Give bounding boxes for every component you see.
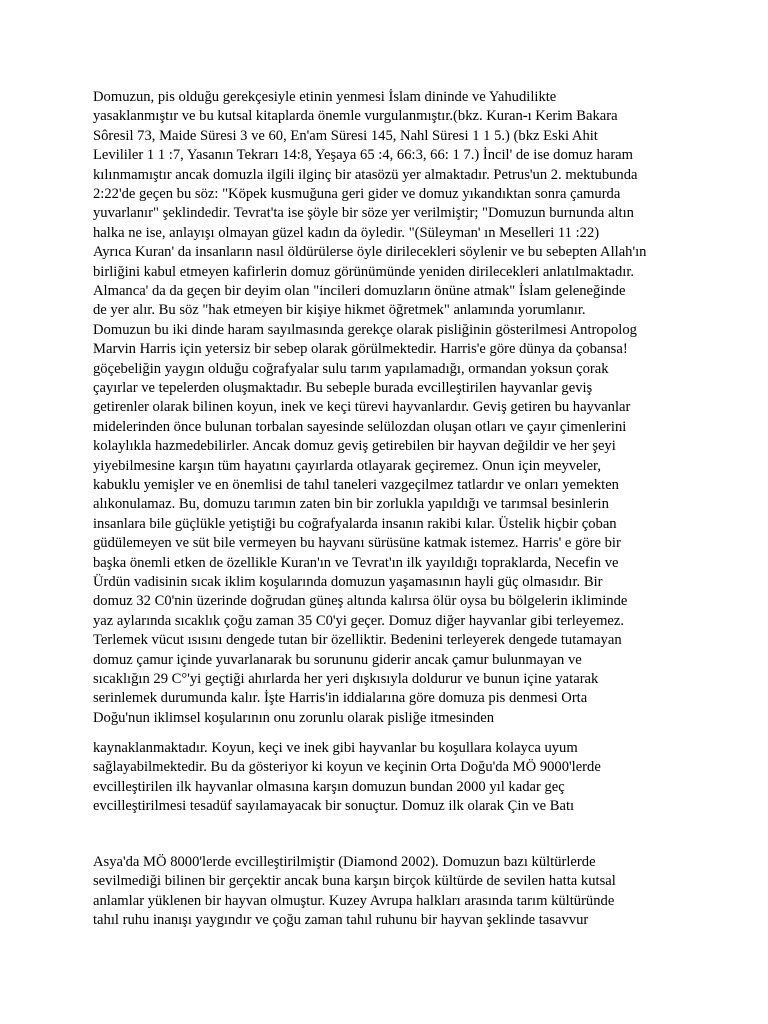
text-line: kılınmamıştır ancak domuzla ilgili ilginç bir atasözü yer almaktadır. Petrus'un 2. mektubunda [93,166,638,183]
text-line: serinlemek durumunda kalır. İşte Harris'in iddialarına göre domuza pis denmesi Orta [93,690,588,707]
text-line: Domuzun bu iki dinde haram sayılmasında gerekçe olarak pisliğinin gösterilmesi Antropolog [93,321,637,338]
text-line: Sôresil 73, Maide Süresi 3 ve 60, En'am Süresi 145, Nahl Süresi 1 1 5.) (bkz Eski Ahit [93,127,598,144]
text-line: güdülemeyen ve süt bile vermeyen bu hayvanı sürüsüne katmak istemez. Harris' e göre bir [93,535,621,552]
text-line: Almanca' da da geçen bir deyim olan "incileri domuzların önüne atmak" İslam geleneğinde [93,283,626,299]
text-line: birliğini kabul etmeyen kafirlerin domuz görünümünde yeniden dirilecekleri anlatılmaktadır. [93,263,635,280]
text-line: domuz çamur içinde yuvarlanarak bu sorununu giderir ancak çamur bulunmayan ve [93,651,582,668]
text-line: göçebeliğin yaygın olduğu coğrafyalar sulu tarım yapılamadığı, ormandan yoksun çorak [93,360,609,377]
text-line: insanlara bile güçlükle yetiştiği bu coğrafyalarda insanın rakibi kılar. Üstelik hiçbir çoban [93,515,617,532]
text-line: yaz aylarında sıcaklık çoğu zaman 35 C0'yi geçer. Domuz diğer hayvanlar gibi terleyemez. [93,612,625,629]
text-line: de yer alır. Bu söz "hak etmeyen bir kişiye hikmet öğretmek" anlamında yorumlanır. [93,302,586,319]
text-line: Domuzun, pis olduğu gerekçesiyle etinin yenmesi İslam dininde ve Yahudilikte [93,89,557,105]
text-line: Marvin Harris için yetersiz bir sebep olarak görülmektedir. Harris'e göre dünya da çobansa! [93,341,628,358]
text-line: Terlemek vücut ısısını dengede tutan bir özelliktir. Bedenini terleyerek dengede tutamayan [93,632,622,649]
text-line: midelerinden önce bulunan torbalan sayesinde selülozdan oluşan otları ve çayır çimenlerini [93,418,627,435]
text-line: Doğu'nun iklimsel koşularının onu zorunlu olarak pisliğe itmesinden [93,709,495,726]
text-line: çayırlar ve tepelerden oluşmaktadır. Bu sebeple burada evcilleştirilen hayvanlar geviş [93,380,593,396]
text-line: yasaklanmıştır ve bu kutsal kitaplarda önemle vurgulanmıştır.(bkz. Kuran-ı Kerim Bakara [93,108,618,125]
text-line: evcilleştirilmesi tesadüf sayılamayacak bir sonuçtur. Domuz ilk olarak Çin ve Batı [93,798,575,815]
text-line: kabuklu yemişler ve en önemlisi de tahıl taneleri vazgeçilmez tatlardır ve onları yemekten [93,477,619,493]
text-line: domuz 32 C0'nin üzerinde doğrudan güneş altında kalırsa ölür oysa bu bölgelerin ikliminde [93,593,628,610]
text-line: sağlayabilmektedir. Bu da gösteriyor ki koyun ve keçinin Orta Doğu'da MÖ 9000'lerde [93,759,601,776]
text-line: Asya'da MÖ 8000'lerde evcilleştirilmiştir (Diamond 2002). Domuzun bazı kültürlerde [93,854,596,870]
text-line: yuvarlanır" şeklindedir. Tevrat'ta ise şöyle bir söze yer verilmiştir; "Domuzun burnunda altın [93,205,634,222]
text-line: Levililer 1 1 :7, Yasanın Tekrarı 14:8, Yeşaya 65 :4, 66:3, 66: 1 7.) İncil' de ise domuz haram [93,147,634,164]
text-line: getirenler olarak bilinen koyun, inek ve keçi türevi hayvanlardır. Geviş getiren bu hayvanlar [93,399,631,416]
text-line: sevilmediği bilinen bir gerçektir ancak buna karşın birçok kültürde de sevilen hatta kutsal [93,873,616,890]
text-line: halka ne ise, anlayışı olmayan güzel kadın da öyledir. "(Süleyman' ın Meselleri 11 :22) [93,224,600,241]
text-line: kaynaklanmaktadır. Koyun, keçi ve inek gibi hayvanlar bu koşullara kolayca uyum [93,740,578,756]
text-line: alıkonulamaz. Bu, domuzu tarımın zaten bin bir zorlukla yapıldığı ve tarımsal besinlerin [93,496,609,513]
text-line: Ürdün vadisinin sıcak iklim koşularında domuzun yaşamasının hayli güç olmasıdır. Bir [93,574,603,590]
text-line: sıcaklığın 29 C°'yi geçtiği ahırlarda her yeri dışkısıyla doldurur ve bunun içine yatarak [93,671,599,687]
text-line: Ayrıca Kuran' da insanların nasıl öldürülerse öyle dirilecekleri söylenir ve bu sebepten Allah'ın [93,244,647,261]
text-line: anlamlar yüklenen bir hayvan olmuştur. Kuzey Avrupa halkları arasında tarım kültüründe [93,892,615,909]
text-line: yiyebilmesine karşın tüm hayatını çayırlarda otlayarak geçiremez. Onun için meyveler, [93,457,601,474]
text-line: 2:22'de geçen bu söz: "Köpek kusmuğuna geri gider ve domuz yıkandıktan sonra çamurda [93,186,621,202]
text-line: başka önemli etken de özellikle Kuran'ın ve Tevrat'ın ilk yayıldığı topraklarda, Necefin ve [93,554,619,571]
text-line: kolaylıkla hazmedebilirler. Ancak domuz geviş getirebilen bir hayvan değildir ve her şeyi [93,438,616,455]
text-line: tahıl ruhu inanışı yaygındır ve çoğu zaman tahıl ruhunu bir hayvan şeklinde tasavvur [93,912,589,929]
text-line: evcilleştirilen ilk hayvanlar olmasına karşın domuzun bundan 2000 yıl kadar geç [93,778,565,795]
